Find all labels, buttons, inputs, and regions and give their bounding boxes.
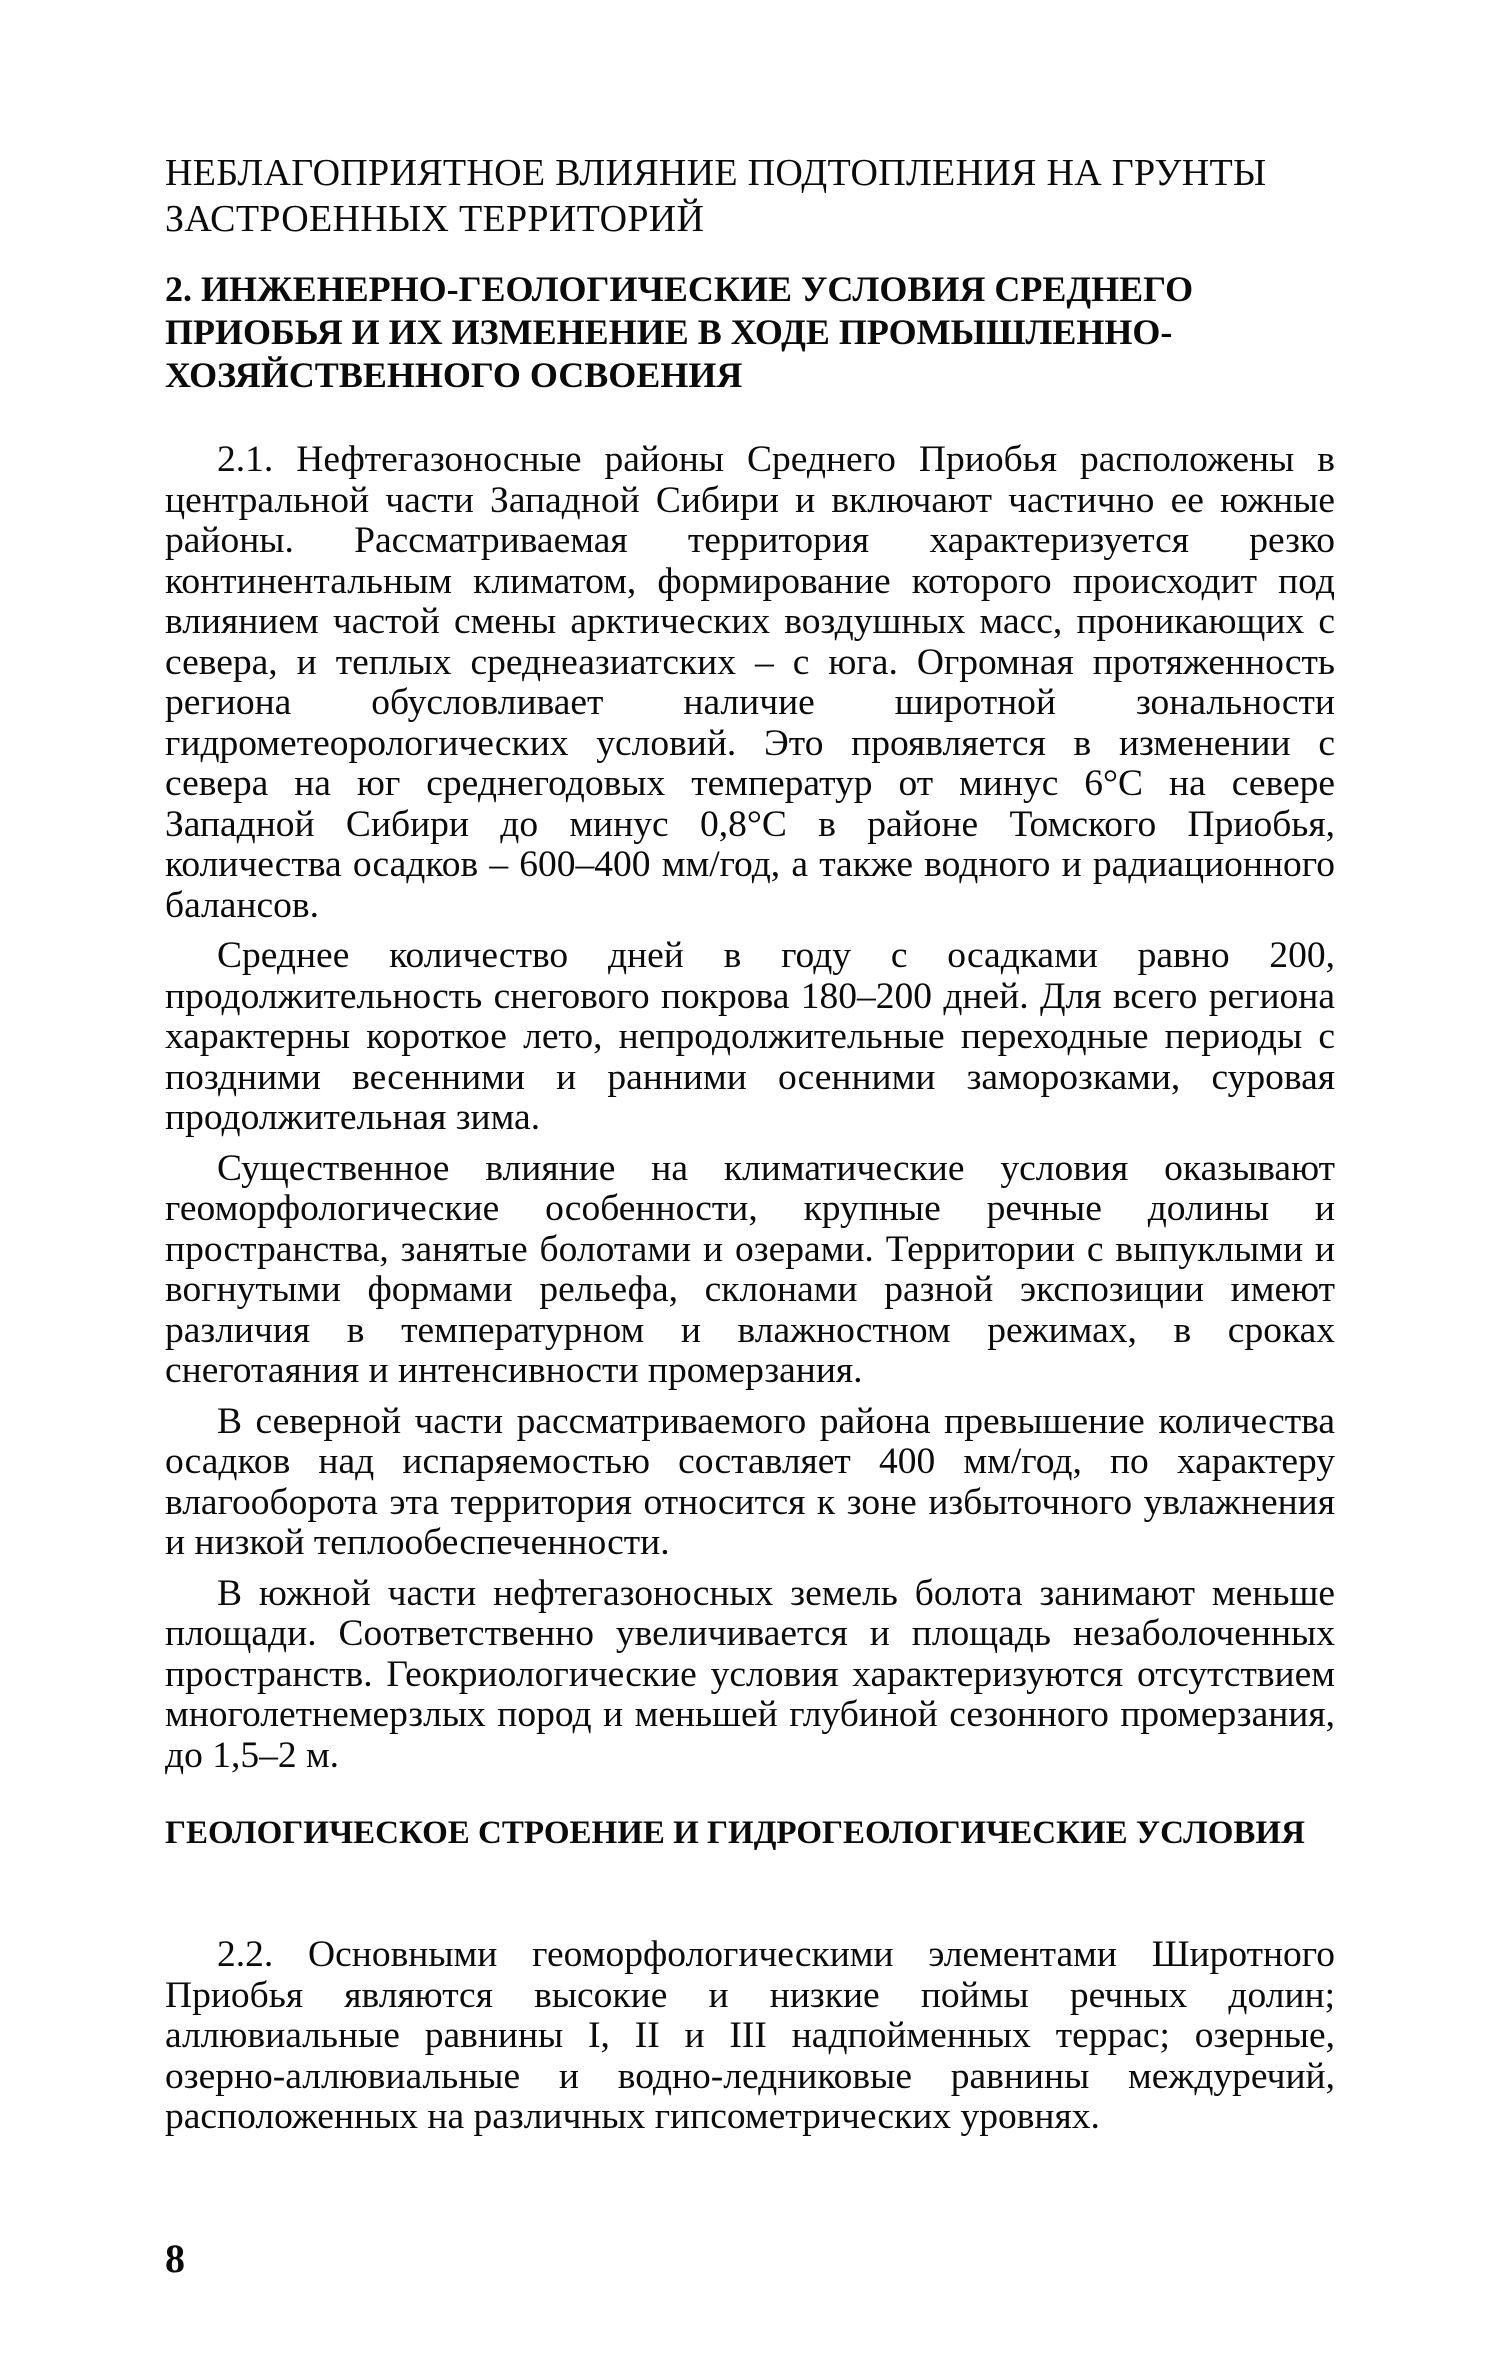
body-text-section-2-2 <box>165 1935 1335 2138</box>
page-number: 8 <box>165 2236 185 2281</box>
running-head: НЕБЛАГОПРИЯТНОЕ ВЛИЯНИЕ ПОДТОПЛЕНИЯ НА ГРУНТЫ ЗАСТРОЕННЫХ ТЕРРИТОРИЙ <box>165 152 1267 240</box>
paragraph: 2.1. Нефтегазоносные районы Среднего Приобья расположены в центральной части Западной Сибири и включают частично ее южные районы. Рассматриваемая территория характеризуется резко континентальным климатом, формирование которого происходит под влиянием частой смены арктических воздушных масс, проникающих с севера, и теплых среднеазиатских – с юга. Огромная протяженность региона обусловливает наличие широтной зональности гидрометеорологических условий. Это проявляется в изменении с севера на юг среднегодовых температур от минус 6°С на севере Западной Сибири до минус 0,8°С в районе Томского Приобья, количества осадков – 600–400 мм/год, а также водного и радиационного балансов. <box>165 439 1335 926</box>
paragraph: Среднее количество дней в году с осадками равно 200, продолжительность снегового покрова 180–200 дней. Для всего региона характерны короткое лето, непродолжительные переходные периоды с поздними весенними и ранними осенними заморозками, суровая продолжительная зима. <box>165 935 1335 1138</box>
paragraph: 2.2. Основными геоморфологическими элементами Широтного Приобья являются высокие и низкие поймы речных долин; аллювиальные равнины I, II и III надпойменных террас; озерные, озерно-аллювиальные и водно-ледниковые равнины междуречий, расположенных на различных гипсометрических уровнях. <box>165 1934 1335 2137</box>
paragraph: В южной части нефтегазоносных земель болота занимают меньше площади. Соответственно увеличивается и площадь незаболоченных пространств. Геокриологические условия характеризуются отсутствием многолетнемерзлых пород и меньшей глубиной сезонного промерзания, до 1,5–2 м. <box>165 1572 1335 1776</box>
paragraph: В северной части рассматриваемого района превышение количества осадков над испаряемостью составляет 400 мм/год, по характеру влагооборота эта территория относится к зоне избыточного увлажнения и низкой теплообеспеченности. <box>165 1400 1335 1563</box>
paragraph: Существенное влияние на климатические условия оказывают геоморфологические особенности, крупные речные долины и пространства, занятые болотами и озерами. Территории с выпуклыми и вогнутыми формами рельефа, склонами разной экспозиции имеют различия в температурном и влажностном режимах, в сроках снеготаяния и интенсивности промерзания. <box>165 1147 1335 1391</box>
body-text-section-2-1 <box>165 440 1335 1776</box>
chapter-heading: 2. ИНЖЕНЕРНО-ГЕОЛОГИЧЕСКИЕ УСЛОВИЯ СРЕДНЕГО ПРИОБЬЯ И ИХ ИЗМЕНЕНИЕ В ХОДЕ ПРОМЫШЛЕННО-ХОЗЯЙСТВЕННОГО ОСВОЕНИЯ <box>165 269 1194 395</box>
section-heading: ГЕОЛОГИЧЕСКОЕ СТРОЕНИЕ И ГИДРОГЕОЛОГИЧЕСКИЕ УСЛОВИЯ <box>165 1815 1305 1851</box>
